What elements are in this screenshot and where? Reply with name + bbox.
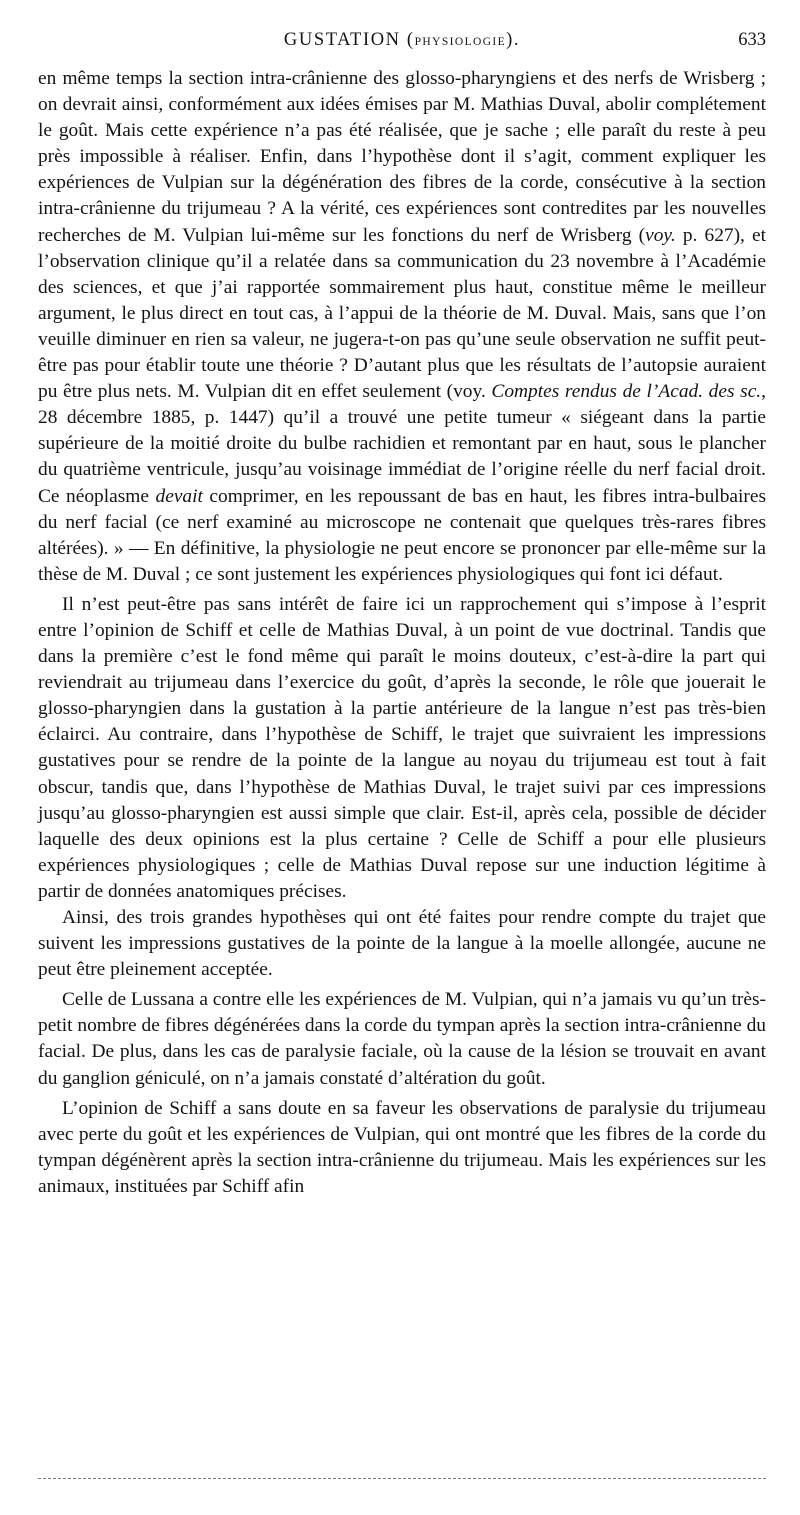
text-run: L’opinion de Schiff a sans doute en sa faveur les observations de paralysie du trijumeau avec perte du goût et les expériences de Vulpian, qui ont montré que les fibres de la corde du tympan dégénèrent après la section intra-crânienne du trijumeau. Mais les expériences sur les animaux, instituées par Schiff afin — [38, 1097, 766, 1197]
text-run: Celle de Lussana a contre elle les expériences de M. Vulpian, qui n’a jamais vu qu’un très-petit nombre de fibres dégénérées dans la corde du tympan après la section intra-crânienne du facial. De plus, dans les cas de paralysie faciale, où la cause de la lésion se trouvait en avant du ganglion géniculé, on n’a jamais constaté d’altération du goût. — [38, 989, 766, 1089]
paragraph-lussana — [38, 987, 766, 1091]
running-title-main: GUSTATION ( — [283, 30, 415, 50]
italic-text: voy. — [645, 224, 676, 246]
text-run: Ainsi, des trois grandes hypothèses qui ont été faites pour rendre compte du trajet que suivent les impressions gustatives de la pointe de la langue à la moelle allongée, aucune ne peut être pleinement acceptée. — [38, 907, 766, 981]
italic-text: devait — [155, 485, 203, 507]
body-text — [38, 66, 766, 1200]
paragraph-schiff-opinion — [38, 1096, 766, 1200]
page-header — [38, 30, 766, 56]
text-run: Il n’est peut-être pas sans intérêt de faire ici un rapprochement qui s’impose à l’esprit entre l’opinion de Schiff et celle de Mathias Duval, à un point de vue doctrinal. Tandis que dans la première c’est le fond même qui paraît le moins douteux, c’est-à-dire la part qui reviendrait au trijumeau dans l’exercice du goût, d’après la seconde, le rôle que jouerait le glosso-pharyngien dans la gustation à la partie antérieure de la langue n’est pas très-bien éclairci. Au contraire, dans l’hypothèse de Schiff, le trajet que suivraient les impressions gustatives pour se rendre de la pointe de la langue au noyau du trijumeau est tout à fait obscur, tandis que, dans l’hypothèse de Mathias Duval, le trajet suivi par ces impressions jusqu’au glosso-pharyngien est aussi simple que clair. Est-il, après cela, possible de décider laquelle des deux opinions est la plus certaine ? Celle de Schiff a pour elle plusieurs expériences physiologiques ; celle de Mathias Duval repose sur une induction légitime à partir de données anatomiques précises. — [38, 593, 766, 902]
running-title-subject: PHYSIOLOGIE — [414, 36, 507, 48]
italic-text: Comptes rendus de l’Acad. des sc. — [491, 381, 762, 403]
footer-dashed-rule — [38, 1478, 766, 1479]
paragraph-continuation — [38, 66, 766, 588]
text-run: , 28 décembre 1885, p. 1447) qu’il a trouvé une petite tumeur « siégeant dans la partie supérieure de la moitié droite du bulbe rachidien et remontant par en haut, sous le plancher du quatrième ventricule, jusqu’au voisinage immédiat de l’origine réelle du nerf facial droit. Ce néoplasme — [38, 381, 767, 507]
paragraph-three-hypotheses — [38, 905, 766, 983]
text-run: p. 627), et l’observation clinique qu’il a relatée dans sa communication du 23 novembre à l’Académie des sciences, et que j’ai rapportée sommairement plus haut, constitue même le meilleur argument, le plus direct en tout cas, à l’appui de la théorie de M. Duval. Mais, sans que l’on veuille diminuer en rien sa valeur, ne jugera-t-on pas qu’une seule observation ne suffit peut-être pas pour établir toute une théorie ? D’autant plus que les résultats de l’autopsie auraient pu être plus nets. M. Vulpian dit en effet seulement (voy. — [38, 224, 766, 403]
running-title — [38, 30, 766, 51]
page-number: 633 — [738, 30, 766, 50]
text-run: comprimer, en les repoussant de bas en haut, les fibres intra-bulbaires du nerf facial (ce nerf examiné au microscope ne contenait que quelques très-rares fibres altérées). » — En définitive, la physiologie ne peut encore se prononcer par elle-même sur la thèse de M. Duval ; ce sont justement les expériences physiologiques qui font ici défaut. — [38, 485, 766, 585]
text-run: en même temps la section intra-crânienne des glosso-pharyngiens et des nerfs de Wrisberg ; on devrait ainsi, conformément aux idées émises par M. Mathias Duval, abolir complétement le goût. Mais cette expérience n’a pas été réalisée, que je sache ; elle paraît du reste à peu près impossible à réaliser. Enfin, dans l’hypothèse dont il s’agit, comment expliquer les expériences de Vulpian sur la dégénération des fibres de la corde, consécutive à la section intra-crânienne du trijumeau ? A la vérité, ces expériences sont contredites par les nouvelles recherches de M. Vulpian lui-même sur les fonctions du nerf de Wrisberg ( — [38, 68, 766, 246]
running-title-close: ). — [506, 30, 521, 50]
paragraph-schiff-duval-comparison — [38, 592, 766, 905]
